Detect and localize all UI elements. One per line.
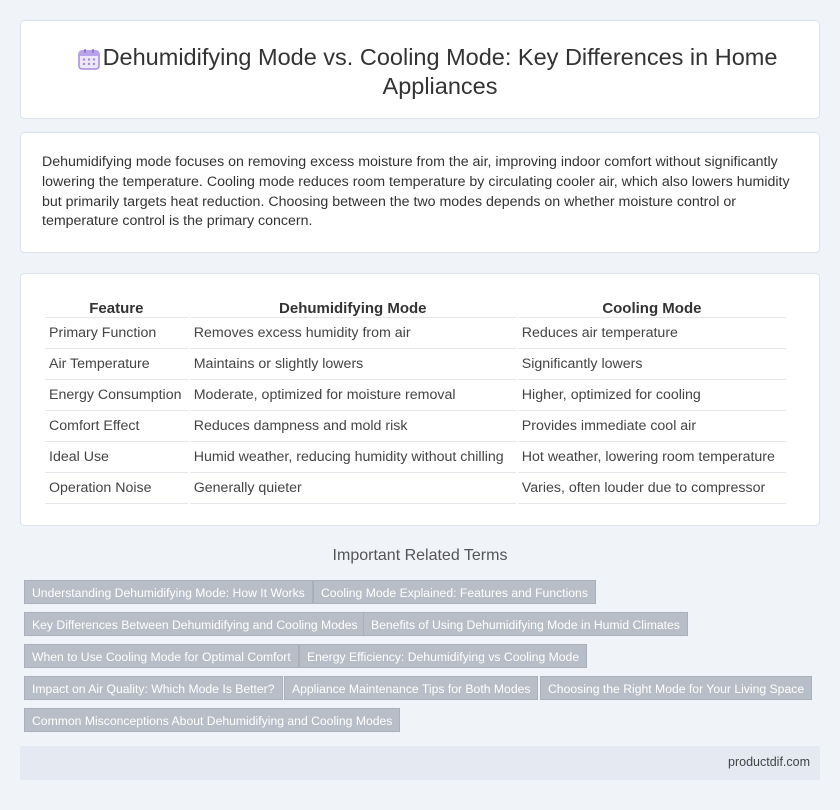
cooling-cell: Higher, optimized for cooling	[518, 380, 786, 411]
table-row	[45, 380, 786, 411]
related-tag[interactable]: Energy Efficiency: Dehumidifying vs Cooling Mode	[299, 644, 587, 668]
intro-paragraph: Dehumidifying mode focuses on removing excess moisture from the air, improving indoor comfort without significantly lowering the temperature. Cooling mode reduces room temperature by circulating cooler air, which also lowers humidity but primarily targets heat reduction. Choosing between the two modes depends on whether moisture control or temperature control is the primary concern.	[42, 154, 790, 230]
feature-cell: Primary Function	[45, 318, 188, 349]
header-dehumidifying: Dehumidifying Mode	[190, 294, 516, 318]
dehumidifying-cell: Humid weather, reducing humidity without chilling	[190, 442, 516, 473]
related-tag[interactable]: Cooling Mode Explained: Features and Functions	[313, 580, 596, 604]
dehumidifying-cell: Reduces dampness and mold risk	[190, 411, 516, 442]
comparison-card	[20, 273, 820, 526]
dehumidifying-cell: Maintains or slightly lowers	[190, 349, 516, 380]
header-cooling: Cooling Mode	[518, 294, 786, 318]
page-title: Dehumidifying Mode vs. Cooling Mode: Key Differences in Home Appliances	[102, 44, 778, 99]
feature-cell: Comfort Effect	[45, 411, 188, 442]
intro-card	[20, 132, 820, 253]
footer-site-link[interactable]: productdif.com	[728, 755, 810, 769]
table-row	[45, 318, 786, 349]
cooling-cell: Significantly lowers	[518, 349, 786, 380]
table-row	[45, 349, 786, 380]
table-row	[45, 442, 786, 473]
footer	[20, 746, 820, 780]
cooling-cell: Hot weather, lowering room temperature	[518, 442, 786, 473]
table-row	[45, 411, 786, 442]
related-terms-heading: Important Related Terms	[332, 547, 508, 564]
related-tag[interactable]: Key Differences Between Dehumidifying and Cooling Modes	[24, 612, 366, 636]
cooling-cell: Reduces air temperature	[518, 318, 786, 349]
comparison-table	[43, 294, 788, 504]
related-tag[interactable]: Understanding Dehumidifying Mode: How It Works	[24, 580, 313, 604]
related-tag[interactable]: Impact on Air Quality: Which Mode Is Better?	[24, 676, 283, 700]
dehumidifying-cell: Moderate, optimized for moisture removal	[190, 380, 516, 411]
cooling-cell: Varies, often louder due to compressor	[518, 473, 786, 504]
feature-cell: Air Temperature	[45, 349, 188, 380]
feature-cell: Ideal Use	[45, 442, 188, 473]
feature-cell: Operation Noise	[45, 473, 188, 504]
related-tag[interactable]: Benefits of Using Dehumidifying Mode in Humid Climates	[363, 612, 688, 636]
table-row	[45, 473, 786, 504]
feature-cell: Energy Consumption	[45, 380, 188, 411]
table-header-row	[45, 294, 786, 318]
dehumidifying-cell: Generally quieter	[190, 473, 516, 504]
header-feature: Feature	[45, 294, 188, 318]
dehumidifying-cell: Removes excess humidity from air	[190, 318, 516, 349]
related-tag[interactable]: Common Misconceptions About Dehumidifying and Cooling Modes	[24, 708, 400, 732]
related-tag[interactable]: Choosing the Right Mode for Your Living Space	[540, 676, 812, 700]
related-tag[interactable]: Appliance Maintenance Tips for Both Modes	[284, 676, 538, 700]
related-tag[interactable]: When to Use Cooling Mode for Optimal Comfort	[24, 644, 299, 668]
header-card	[20, 20, 820, 119]
cooling-cell: Provides immediate cool air	[518, 411, 786, 442]
